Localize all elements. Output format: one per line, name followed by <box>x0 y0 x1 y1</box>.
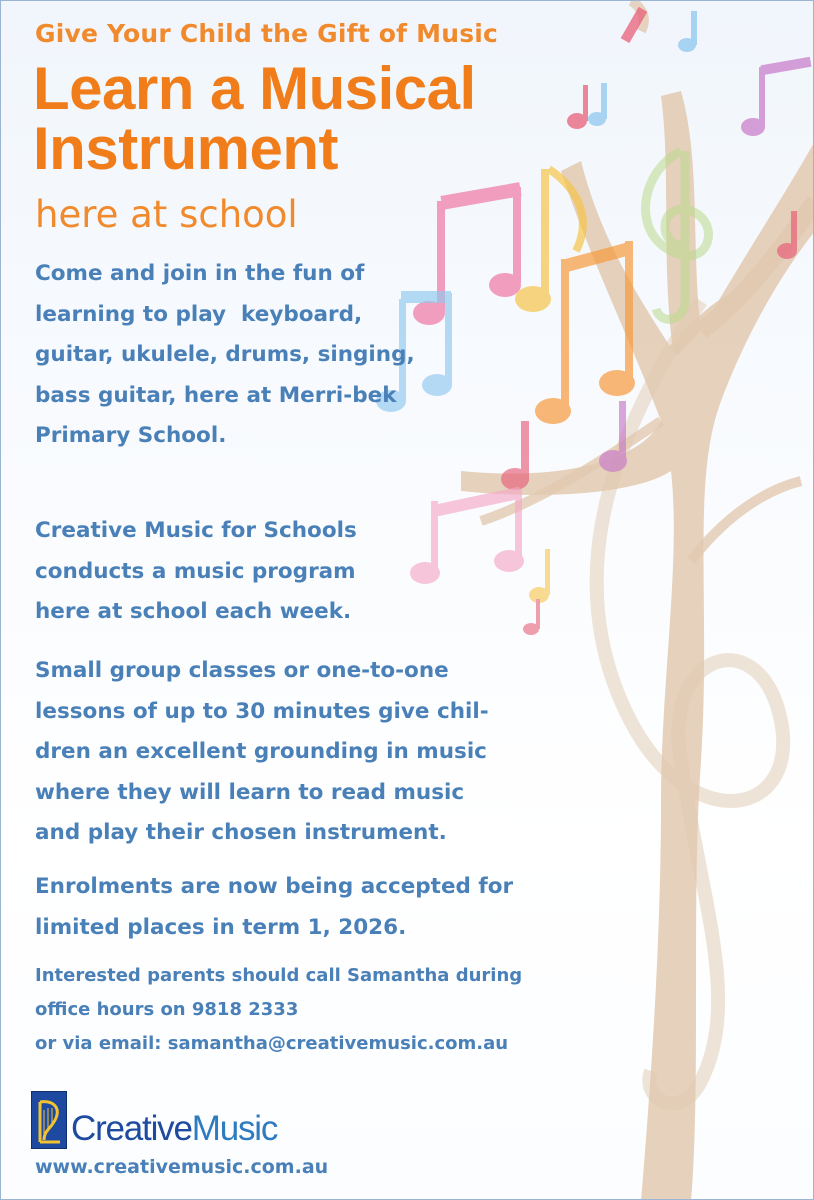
logo-word: Creative <box>71 1109 192 1148</box>
text-line: limited places in term 1, 2026. <box>35 914 407 940</box>
tree-branch <box>691 481 801 561</box>
title-line: Learn a Musical <box>33 55 476 122</box>
text-line: learning to play keyboard, <box>35 301 363 327</box>
website-link[interactable]: www.creativemusic.com.au <box>35 1156 329 1178</box>
text-line: conducts a music program <box>35 558 356 584</box>
title-line: Instrument <box>33 115 339 182</box>
text-line: where they will learn to read music <box>35 779 465 805</box>
text-line: guitar, ukulele, drums, singing, <box>35 342 415 367</box>
text-line: Small group classes or one-to-one <box>35 658 449 683</box>
text-line: Come and join in the fun of <box>35 261 365 286</box>
text-line: here at school each week. <box>35 599 352 624</box>
text-line: Creative Music for Schools <box>35 518 357 543</box>
text-line: and play their chosen instrument. <box>35 820 447 845</box>
enrolment-paragraph <box>35 867 625 948</box>
subtitle: here at school <box>35 193 298 236</box>
contact-info <box>35 959 522 1061</box>
kicker-heading: Give Your Child the Gift of Music <box>35 19 499 48</box>
contact-line: Interested parents should call Samantha during <box>35 965 523 986</box>
harp-icon <box>31 1091 67 1149</box>
text-line: Primary School. <box>35 423 227 448</box>
intro-paragraph <box>35 254 475 457</box>
music-note-icon <box>523 549 550 635</box>
logo-word: Music <box>191 1109 278 1148</box>
contact-line: or via email: samantha@creativemusic.com.au <box>35 1033 509 1054</box>
text-line: bass guitar, here at Merri-bek <box>35 382 397 408</box>
music-note-icon <box>515 169 583 312</box>
page-title <box>33 55 476 182</box>
text-line: Enrolments are now being accepted for <box>35 874 514 899</box>
program-paragraph <box>35 511 475 633</box>
creative-music-logo <box>31 1091 291 1149</box>
text-line: lessons of up to 30 minutes give chil- <box>35 698 489 724</box>
contact-line: office hours on 9818 2333 <box>35 999 299 1020</box>
logo-wordmark <box>71 1109 277 1149</box>
text-line: dren an excellent grounding in music <box>35 739 487 764</box>
classes-paragraph <box>35 651 595 854</box>
